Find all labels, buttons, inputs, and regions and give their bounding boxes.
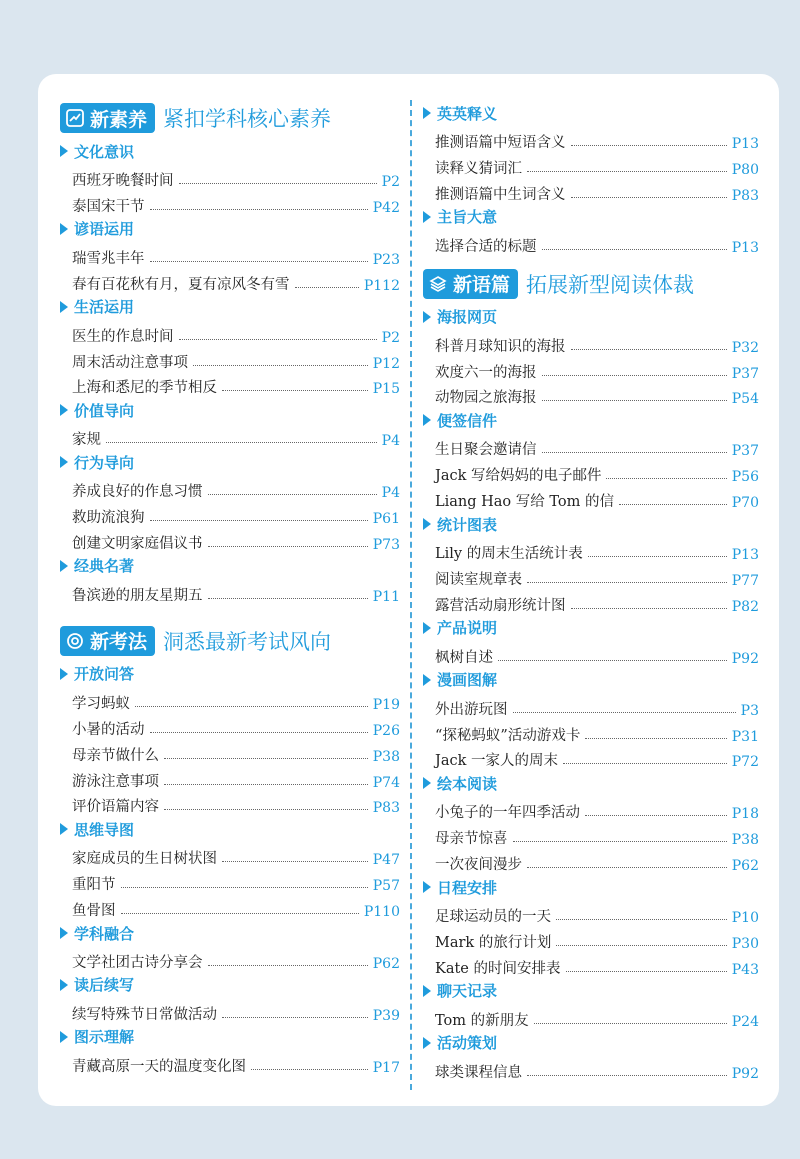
category-heading <box>423 1032 497 1054</box>
category-label: 图示理解 <box>74 1028 135 1047</box>
category-label: 产品说明 <box>437 619 498 638</box>
category-label: 经典名著 <box>74 557 135 576</box>
page-number: P17 <box>372 1059 400 1076</box>
dot-leader <box>527 582 727 583</box>
category-label: 便签信件 <box>437 411 498 430</box>
page-number: P47 <box>372 852 400 869</box>
dot-leader <box>222 1017 368 1018</box>
toc-entry[interactable] <box>72 715 400 739</box>
triangle-bullet-icon <box>60 823 68 835</box>
category-label: 漫画图解 <box>437 671 498 690</box>
category-heading <box>423 617 497 639</box>
entry-title: Mark 的旅行计划 <box>435 934 552 951</box>
page-number: P4 <box>381 433 400 450</box>
toc-entry[interactable] <box>435 850 759 874</box>
page-number: P23 <box>372 251 400 268</box>
page-number: P73 <box>372 537 400 553</box>
dot-leader <box>585 815 727 816</box>
dot-leader <box>585 738 726 739</box>
page-number: P110 <box>363 904 400 921</box>
page-number: P24 <box>731 1013 759 1030</box>
category-label: 思维导图 <box>74 820 135 839</box>
category-heading <box>60 922 134 944</box>
dot-leader <box>513 841 727 842</box>
page-number: P15 <box>372 381 400 398</box>
page-number: P30 <box>731 935 759 952</box>
section-subtitle: 拓展新型阅读体裁 <box>526 272 695 297</box>
entry-title: 医生的作息时间 <box>72 328 174 345</box>
toc-entry[interactable] <box>435 954 759 978</box>
entry-title: 救助流浪狗 <box>72 510 145 527</box>
category-label: 英英释义 <box>437 104 498 123</box>
entry-title: 推测语篇中短语含义 <box>435 135 566 151</box>
entry-title: 鱼骨图 <box>72 903 116 920</box>
toc-entry[interactable] <box>435 824 759 848</box>
category-label: 学科融合 <box>74 924 135 943</box>
triangle-bullet-icon <box>60 456 68 468</box>
triangle-bullet-icon <box>423 1037 431 1049</box>
dot-leader <box>179 183 377 184</box>
section-badge <box>423 269 518 299</box>
triangle-bullet-icon <box>60 404 68 416</box>
entry-title: 科普月球知识的海报 <box>435 338 566 355</box>
toc-entry[interactable] <box>72 477 400 501</box>
category-heading <box>60 555 134 577</box>
toc-entry[interactable] <box>435 128 759 152</box>
dot-leader <box>121 913 359 914</box>
entry-title: 游泳注意事项 <box>72 773 159 790</box>
entry-title: 阅读室规章表 <box>435 571 522 588</box>
toc-entry[interactable] <box>72 581 400 605</box>
page-number: P70 <box>731 495 759 512</box>
triangle-bullet-icon <box>423 985 431 997</box>
triangle-bullet-icon <box>60 560 68 572</box>
dot-leader <box>295 287 359 288</box>
page-number: P10 <box>731 910 759 926</box>
page-number: P54 <box>731 391 759 408</box>
page-number: P112 <box>363 277 400 294</box>
entry-title: 鲁滨逊的朋友星期五 <box>72 587 203 604</box>
dot-leader <box>542 375 727 376</box>
category-label: 统计图表 <box>437 515 498 534</box>
dot-leader <box>150 261 368 262</box>
page-number: P38 <box>731 832 759 849</box>
triangle-bullet-icon <box>423 881 431 893</box>
entry-title: Jack 一家人的周末 <box>435 753 558 770</box>
entry-title: 母亲节做什么 <box>72 747 159 764</box>
toc-entry[interactable] <box>72 767 400 791</box>
toc-entry[interactable] <box>435 487 759 511</box>
category-label: 开放问答 <box>74 665 135 684</box>
category-heading <box>60 974 134 996</box>
toc-entry[interactable] <box>72 348 400 372</box>
toc-entry[interactable] <box>435 1058 759 1082</box>
page-number: P92 <box>731 650 759 667</box>
category-heading <box>423 513 497 535</box>
toc-entry[interactable] <box>72 166 400 190</box>
toc-entry[interactable] <box>72 373 400 397</box>
page-number: P18 <box>731 806 759 823</box>
toc-entry[interactable] <box>72 270 400 294</box>
toc-entry[interactable] <box>72 425 400 449</box>
entry-title: 青藏高原一天的温度变化图 <box>72 1058 246 1075</box>
triangle-bullet-icon <box>60 979 68 991</box>
category-heading <box>423 876 497 898</box>
dot-leader <box>542 452 727 453</box>
triangle-bullet-icon <box>423 107 431 119</box>
dot-leader <box>542 400 727 401</box>
dot-leader <box>164 758 368 759</box>
entry-title: 文学社团古诗分享会 <box>72 955 203 971</box>
page-number: P37 <box>731 443 759 460</box>
entry-title: 足球运动员的一天 <box>435 909 551 925</box>
section-subtitle: 洞悉最新考试风向 <box>163 629 332 654</box>
dot-leader <box>193 365 368 366</box>
entry-title: 续写特殊节日常做活动 <box>72 1006 217 1023</box>
toc-entry[interactable] <box>435 461 759 485</box>
category-label: 绘本阅读 <box>437 774 498 793</box>
toc-entry[interactable] <box>435 232 759 256</box>
entry-title: 选择合适的标题 <box>435 238 537 255</box>
toc-entry[interactable] <box>435 591 759 615</box>
toc-entry[interactable] <box>435 928 759 952</box>
page-number: P11 <box>372 588 400 605</box>
dot-leader <box>619 504 727 505</box>
toc-entry[interactable] <box>72 896 400 920</box>
dot-leader <box>527 171 727 172</box>
entry-title: 动物园之旅海报 <box>435 390 537 407</box>
section-badge <box>60 103 155 133</box>
page-number: P37 <box>731 365 759 382</box>
dot-leader <box>542 249 727 250</box>
entry-title: Liang Hao 写给 Tom 的信 <box>435 494 615 511</box>
toc-entry[interactable] <box>72 503 400 527</box>
category-heading <box>60 818 134 840</box>
toc-entry[interactable] <box>435 721 759 745</box>
page-number: P3 <box>740 702 759 719</box>
toc-entry[interactable] <box>72 529 400 553</box>
page-number: P13 <box>731 547 759 563</box>
entry-title: 欢度六一的海报 <box>435 364 537 381</box>
toc-entry[interactable] <box>72 244 400 268</box>
toc-entry[interactable] <box>72 741 400 765</box>
category-heading <box>423 669 497 691</box>
entry-title: 养成良好的作息习惯 <box>72 484 203 501</box>
page-number: P83 <box>731 187 759 204</box>
triangle-bullet-icon <box>423 622 431 634</box>
page-number: P83 <box>372 800 400 817</box>
triangle-bullet-icon <box>60 668 68 680</box>
category-label: 读后续写 <box>74 976 135 995</box>
page-number: P19 <box>372 696 400 713</box>
dot-leader <box>513 712 736 713</box>
category-heading <box>423 306 497 328</box>
page-number: P2 <box>381 329 400 346</box>
triangle-bullet-icon <box>423 311 431 323</box>
toc-entry[interactable] <box>72 870 400 894</box>
toc-entry[interactable] <box>435 565 759 589</box>
toc-entry[interactable] <box>435 798 759 822</box>
entry-title: 枫树自述 <box>435 649 493 666</box>
entry-title: 周末活动注意事项 <box>72 354 188 371</box>
page-number: P82 <box>731 598 759 615</box>
dot-leader <box>208 546 368 547</box>
entry-title: Lily 的周末生活统计表 <box>435 546 583 562</box>
category-heading <box>60 140 134 162</box>
column-divider <box>410 100 412 1090</box>
toc-entry[interactable] <box>72 948 400 972</box>
toc-entry[interactable] <box>72 844 400 868</box>
dot-leader <box>566 971 727 972</box>
entry-title: 露营活动扇形统计图 <box>435 597 566 614</box>
dot-leader <box>208 598 368 599</box>
layers-icon <box>429 275 447 293</box>
entry-title: 春有百花秋有月，夏有凉风冬有雪 <box>72 276 290 293</box>
section-title: 新素养 <box>90 108 148 131</box>
toc-entry[interactable] <box>435 1006 759 1030</box>
category-heading <box>60 451 134 473</box>
dot-leader <box>150 520 368 521</box>
triangle-bullet-icon <box>60 1031 68 1043</box>
toc-entry[interactable] <box>72 792 400 816</box>
category-label: 主旨大意 <box>437 208 498 227</box>
section-header <box>60 625 331 657</box>
dot-leader <box>498 660 727 661</box>
triangle-bullet-icon <box>60 145 68 157</box>
section-title: 新考法 <box>90 631 148 654</box>
dot-leader <box>527 1075 727 1076</box>
page-number: P62 <box>731 858 759 875</box>
entry-title: Tom 的新朋友 <box>435 1012 529 1029</box>
page-number: P26 <box>372 722 400 739</box>
entry-title: 母亲节惊喜 <box>435 831 508 848</box>
triangle-bullet-icon <box>423 674 431 686</box>
dot-leader <box>121 887 368 888</box>
triangle-bullet-icon <box>60 301 68 313</box>
page-number: P2 <box>381 174 400 190</box>
page-number: P62 <box>372 956 400 972</box>
toc-entry[interactable] <box>435 180 759 204</box>
section-header <box>423 268 694 300</box>
category-heading <box>423 772 497 794</box>
triangle-bullet-icon <box>423 777 431 789</box>
page-number: P74 <box>372 774 400 791</box>
entry-title: 上海和悉尼的季节相反 <box>72 380 217 397</box>
entry-title: 学习蚂蚁 <box>72 695 130 712</box>
toc-entry[interactable] <box>72 689 400 713</box>
dot-leader <box>208 965 368 966</box>
page-number: P32 <box>731 339 759 356</box>
category-label: 文化意识 <box>74 142 135 161</box>
dot-leader <box>251 1069 368 1070</box>
page-number: P4 <box>381 485 400 502</box>
dot-leader <box>164 809 368 810</box>
toc-entry[interactable] <box>435 358 759 382</box>
entry-title: 泰国宋干节 <box>72 198 145 215</box>
dot-leader <box>106 442 377 443</box>
category-label: 海报网页 <box>437 308 498 327</box>
toc-entry[interactable] <box>435 435 759 459</box>
category-heading <box>423 409 497 431</box>
dot-leader <box>571 349 727 350</box>
category-label: 行为导向 <box>74 453 135 472</box>
category-label: 价值导向 <box>74 401 135 420</box>
triangle-bullet-icon <box>423 414 431 426</box>
page-number: P56 <box>731 469 759 486</box>
page-number: P42 <box>372 199 400 216</box>
section-badge <box>60 626 155 656</box>
dot-leader <box>222 861 368 862</box>
section-header <box>60 102 331 134</box>
category-heading <box>60 296 134 318</box>
page-number: P39 <box>372 1007 400 1024</box>
page-number: P38 <box>372 748 400 765</box>
triangle-bullet-icon <box>60 223 68 235</box>
page-number: P12 <box>372 355 400 372</box>
category-label: 活动策划 <box>437 1034 498 1053</box>
dot-leader <box>588 556 727 557</box>
triangle-bullet-icon <box>423 518 431 530</box>
page-number: P13 <box>731 239 759 256</box>
dot-leader <box>208 494 377 495</box>
toc-entry[interactable] <box>435 643 759 667</box>
dot-leader <box>571 608 727 609</box>
dot-leader <box>563 763 727 764</box>
toc-entry[interactable] <box>435 383 759 407</box>
dot-leader <box>556 919 727 920</box>
entry-title: 生日聚会邀请信 <box>435 442 537 459</box>
entry-title: 家规 <box>72 432 101 449</box>
dot-leader <box>222 390 368 391</box>
dot-leader <box>179 339 377 340</box>
toc-entry[interactable] <box>72 192 400 216</box>
category-heading <box>423 102 497 124</box>
entry-title: Jack 写给妈妈的电子邮件 <box>435 468 602 485</box>
page-number: P61 <box>372 511 400 528</box>
page-number: P43 <box>731 961 759 978</box>
entry-title: 推测语篇中生词含义 <box>435 186 566 203</box>
entry-title: “探秘蚂蚁”活动游戏卡 <box>435 727 581 744</box>
page-number: P77 <box>731 572 759 589</box>
toc-entry[interactable] <box>72 1052 400 1076</box>
entry-title: 小兔子的一年四季活动 <box>435 805 580 822</box>
page-number: P72 <box>731 754 759 771</box>
dot-leader <box>571 145 727 146</box>
category-label: 日程安排 <box>437 878 498 897</box>
category-label: 聊天记录 <box>437 982 498 1001</box>
dot-leader <box>164 784 368 785</box>
dot-leader <box>606 478 726 479</box>
dot-leader <box>135 706 368 707</box>
category-heading <box>423 980 497 1002</box>
entry-title: 一次夜间漫步 <box>435 857 522 874</box>
category-heading <box>60 663 134 685</box>
entry-title: 创建文明家庭倡议书 <box>72 536 203 552</box>
entry-title: Kate 的时间安排表 <box>435 960 561 977</box>
page-number: P92 <box>731 1065 759 1082</box>
entry-title: 读释义猜词汇 <box>435 160 522 177</box>
entry-title: 评价语篇内容 <box>72 799 159 816</box>
dot-leader <box>571 197 727 198</box>
dot-leader <box>534 1023 727 1024</box>
page-number: P31 <box>731 728 759 745</box>
toc-entry[interactable] <box>72 322 400 346</box>
category-heading <box>60 399 134 421</box>
entry-title: 家庭成员的生日树状图 <box>72 851 217 868</box>
category-label: 生活运用 <box>74 298 135 317</box>
chart-line-icon <box>66 109 84 127</box>
toc-entry[interactable] <box>435 539 759 563</box>
dot-leader <box>150 732 368 733</box>
page-number: P57 <box>372 878 400 895</box>
entry-title: 外出游玩图 <box>435 701 508 718</box>
toc-entry[interactable] <box>435 902 759 926</box>
triangle-bullet-icon <box>60 927 68 939</box>
toc-entry[interactable] <box>435 332 759 356</box>
target-icon <box>66 632 84 650</box>
page-number: P13 <box>731 136 759 152</box>
toc-entry[interactable] <box>72 1000 400 1024</box>
dot-leader <box>556 945 726 946</box>
entry-title: 小暑的活动 <box>72 721 145 738</box>
triangle-bullet-icon <box>423 211 431 223</box>
category-heading <box>423 206 497 228</box>
toc-entry[interactable] <box>435 154 759 178</box>
dot-leader <box>527 867 727 868</box>
category-heading <box>60 1026 134 1048</box>
entry-title: 瑞雪兆丰年 <box>72 250 145 267</box>
page-number: P80 <box>731 161 759 178</box>
dot-leader <box>150 209 368 210</box>
entry-title: 球类课程信息 <box>435 1064 522 1081</box>
entry-title: 西班牙晚餐时间 <box>72 173 174 189</box>
section-subtitle: 紧扣学科核心素养 <box>163 107 332 131</box>
toc-entry[interactable] <box>435 695 759 719</box>
category-heading <box>60 218 134 240</box>
section-title: 新语篇 <box>453 274 511 297</box>
category-label: 谚语运用 <box>74 220 135 239</box>
entry-title: 重阳节 <box>72 877 116 894</box>
toc-entry[interactable] <box>435 746 759 770</box>
